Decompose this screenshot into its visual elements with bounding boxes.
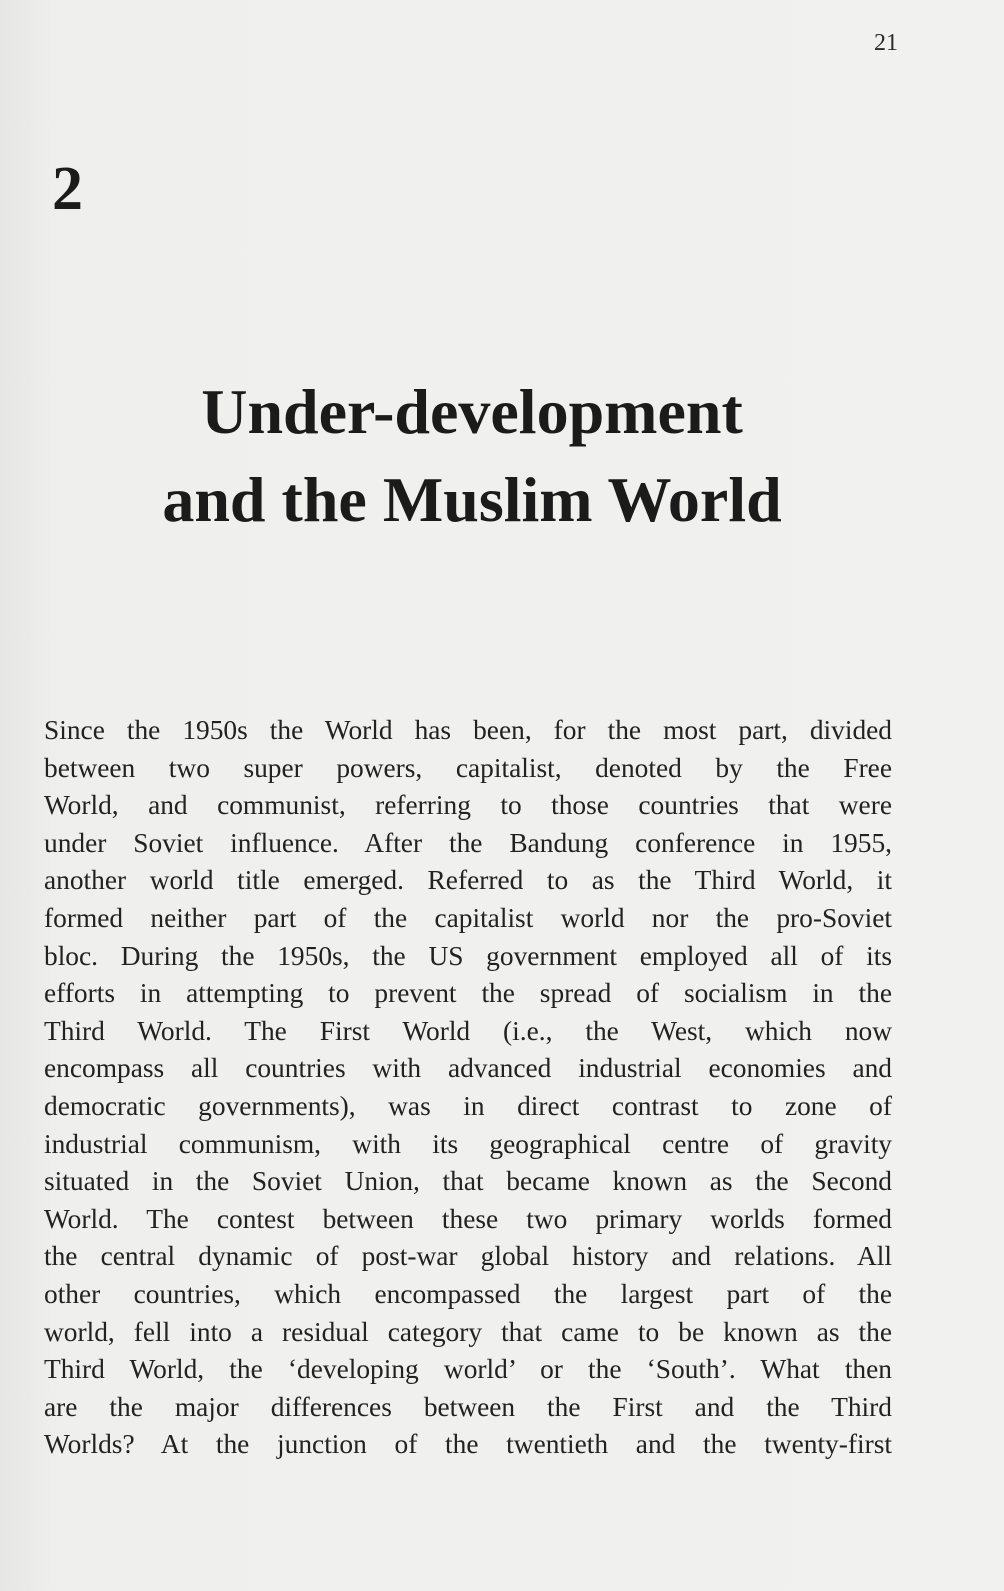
body-line: Worlds? At the junction of the twentieth and the twenty-first: [44, 1429, 892, 1460]
body-line: Since the 1950s the World has been, for the most part, divided: [44, 715, 892, 745]
body-line: situated in the Soviet Union, that became known as the Second: [44, 1166, 892, 1197]
body-line: bloc. During the 1950s, the US government employed all of its: [44, 940, 892, 971]
body-line: World. The contest between these two primary worlds formed: [44, 1203, 892, 1234]
body-line: industrial communism, with its geographical centre of gravity: [44, 1128, 892, 1159]
body-line: encompass all countries with advanced industrial economies and: [44, 1053, 892, 1084]
chapter-title-line-1: Under-development: [201, 376, 743, 447]
body-line: under Soviet influence. After the Bandung conference in 1955,: [44, 827, 892, 858]
body-line: Third World. The First World (i.e., the West, which now: [44, 1015, 892, 1046]
body-line: the central dynamic of post-war global history and relations. All: [44, 1241, 892, 1272]
body-line: democratic governments), was in direct contrast to zone of: [44, 1090, 892, 1121]
chapter-number: 2: [52, 155, 83, 223]
body-line: formed neither part of the capitalist world nor the pro-Soviet: [44, 902, 892, 933]
body-line: another world title emerged. Referred to as the Third World, it: [44, 865, 892, 896]
page-number: 21: [874, 30, 898, 56]
chapter-title-line-2: and the Muslim World: [162, 464, 782, 535]
body-line: Third World, the ‘developing world’ or the ‘South’. What then: [44, 1354, 892, 1385]
body-line: world, fell into a residual category that came to be known as the: [44, 1316, 892, 1347]
body-line: World, and communist, referring to those countries that were: [44, 790, 892, 821]
body-line: other countries, which encompassed the largest part of the: [44, 1278, 892, 1309]
chapter-title: [0, 368, 944, 544]
body-paragraph: [44, 712, 892, 1464]
body-line: efforts in attempting to prevent the spread of socialism in the: [44, 978, 892, 1009]
body-line: between two super powers, capitalist, denoted by the Free: [44, 752, 892, 783]
body-line: are the major differences between the First and the Third: [44, 1391, 892, 1422]
